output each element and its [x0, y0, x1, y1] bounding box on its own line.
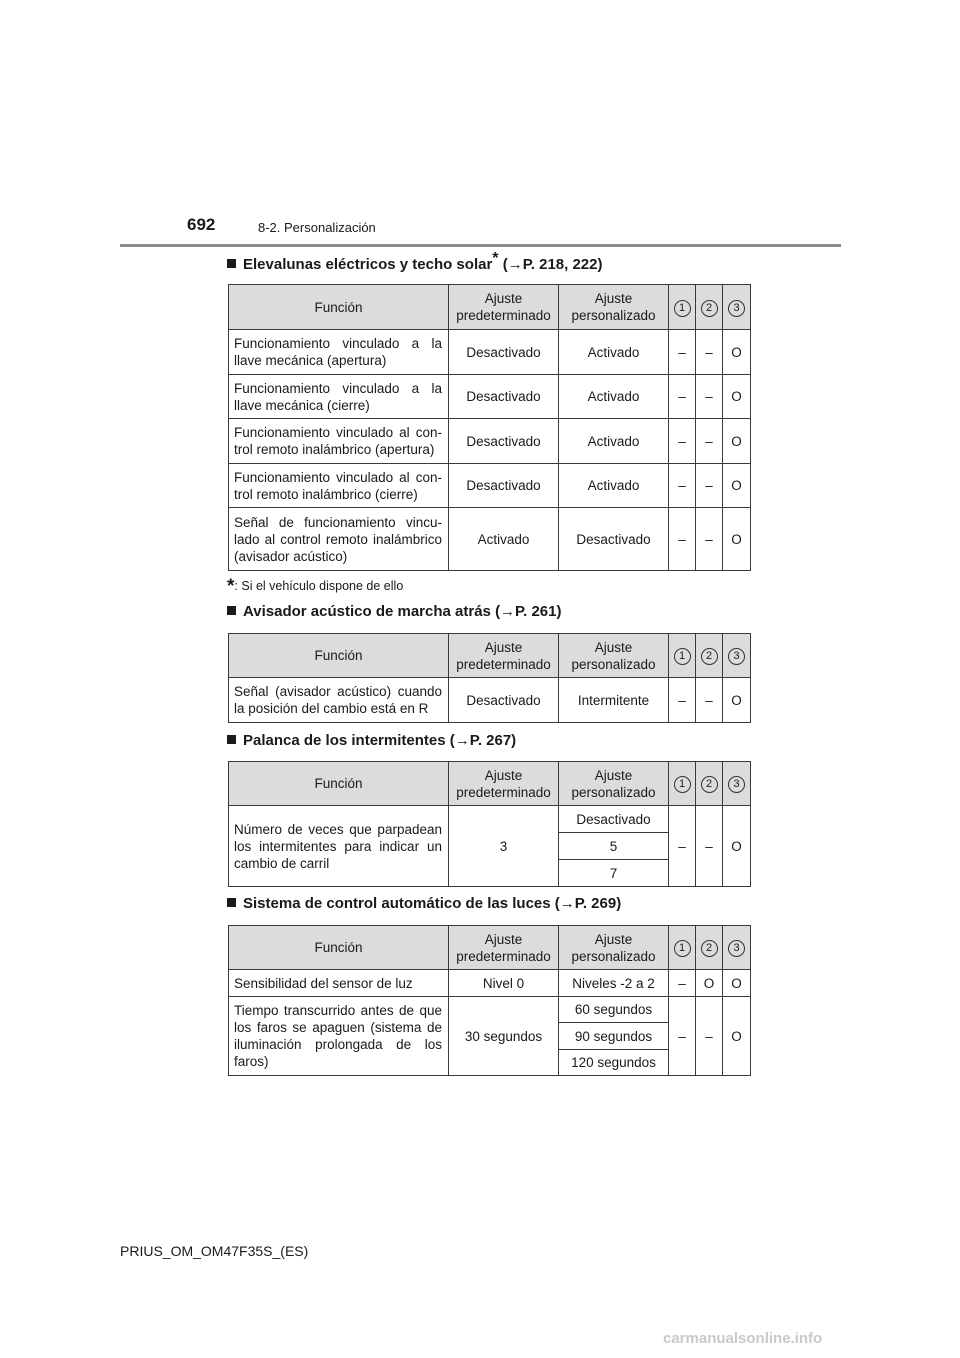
cell-c2: – — [696, 997, 723, 1076]
bullet-square-icon — [227, 735, 236, 744]
number-2-circle-icon: 2 — [701, 300, 718, 317]
turn-signal-table — [228, 761, 751, 887]
cell-function: Funcionamiento vinculado al con-trol remoto inalámbrico (apertura) — [229, 419, 449, 464]
cell-c1: – — [669, 806, 696, 887]
heading-text: Sistema de control automático de las luces — [243, 895, 551, 912]
section-heading-reverse-buzzer — [227, 603, 562, 620]
table-row — [229, 330, 751, 375]
asterisk-mark: * — [227, 576, 235, 597]
col-2 — [696, 762, 723, 806]
cell-function: Funcionamiento vinculado al con-trol remoto inalámbrico (cierre) — [229, 464, 449, 508]
cell-function: Número de veces que parpadean los intermitentes para indicar un cambio de carril — [229, 806, 449, 887]
number-3-circle-icon: 3 — [728, 776, 745, 793]
section-label: 8-2. Personalización — [258, 220, 376, 235]
col-function: Función — [229, 285, 449, 330]
cell-c2: – — [696, 375, 723, 419]
heading-reference: (→P. 269) — [554, 895, 622, 912]
heading-text: Elevalunas eléctricos y techo solar — [243, 256, 493, 273]
table-row — [229, 464, 751, 508]
cell-c2: – — [696, 806, 723, 887]
cell-c3: O — [723, 508, 751, 571]
heading-reference: (→P. 267) — [449, 732, 517, 749]
cell-c2: – — [696, 330, 723, 375]
col-1 — [669, 634, 696, 678]
cell-custom: Desactivado — [559, 806, 669, 833]
cell-c1: – — [669, 970, 696, 997]
col-2 — [696, 285, 723, 330]
col-1 — [669, 285, 696, 330]
cell-default: 3 — [449, 806, 559, 887]
col-custom: Ajuste personalizado — [559, 634, 669, 678]
cell-function: Funcionamiento vinculado a la llave mecánica (apertura) — [229, 330, 449, 375]
table-row — [229, 419, 751, 464]
section-heading-power-windows — [227, 250, 603, 273]
footnote-text: : Si el vehículo dispone de ello — [234, 579, 404, 593]
cell-custom: 90 segundos — [559, 1023, 669, 1050]
cell-c3: O — [723, 678, 751, 723]
table-row — [229, 970, 751, 997]
cell-c3: O — [723, 464, 751, 508]
cell-c2: O — [696, 970, 723, 997]
cell-c1: – — [669, 997, 696, 1076]
cell-c3: O — [723, 419, 751, 464]
cell-c1: – — [669, 508, 696, 571]
heading-text: Avisador acústico de marcha atrás — [243, 603, 491, 620]
table-row — [229, 806, 751, 833]
col-custom: Ajuste personalizado — [559, 926, 669, 970]
bullet-square-icon — [227, 606, 236, 615]
page-number: 692 — [187, 215, 216, 234]
watermark-link[interactable]: carmanualsonline.info — [663, 1330, 823, 1347]
cell-c3: O — [723, 375, 751, 419]
cell-function: Señal de funcionamiento vincu-lado al control remoto inalámbrico (avisador acústico) — [229, 508, 449, 571]
cell-default: Desactivado — [449, 464, 559, 508]
number-3-circle-icon: 3 — [728, 300, 745, 317]
cell-default: Desactivado — [449, 330, 559, 375]
col-1 — [669, 762, 696, 806]
number-2-circle-icon: 2 — [701, 648, 718, 665]
cell-custom: Activado — [559, 464, 669, 508]
cell-function: Sensibilidad del sensor de luz — [229, 970, 449, 997]
cell-c1: – — [669, 464, 696, 508]
table-row — [229, 508, 751, 571]
table-row — [229, 375, 751, 419]
cell-function: Funcionamiento vinculado a la llave mecánica (cierre) — [229, 375, 449, 419]
number-3-circle-icon: 3 — [728, 648, 745, 665]
cell-custom: Activado — [559, 330, 669, 375]
reverse-buzzer-table — [228, 633, 751, 723]
cell-custom: Activado — [559, 419, 669, 464]
cell-custom: Activado — [559, 375, 669, 419]
cell-function: Señal (avisador acústico) cuando la posición del cambio está en R — [229, 678, 449, 723]
cell-default: Activado — [449, 508, 559, 571]
cell-custom: 7 — [559, 860, 669, 887]
cell-c1: – — [669, 419, 696, 464]
col-default: Ajuste predeterminado — [449, 285, 559, 330]
table-header-row — [229, 285, 751, 330]
auto-light-table — [228, 925, 751, 1076]
header-rule — [120, 244, 841, 247]
cell-custom: Desactivado — [559, 508, 669, 571]
table-header-row — [229, 926, 751, 970]
document-code: PRIUS_OM_OM47F35S_(ES) — [120, 1243, 309, 1259]
cell-c1: – — [669, 330, 696, 375]
cell-c1: – — [669, 678, 696, 723]
number-1-circle-icon: 1 — [674, 648, 691, 665]
cell-c3: O — [723, 997, 751, 1076]
cell-custom: 60 segundos — [559, 997, 669, 1023]
cell-c3: O — [723, 330, 751, 375]
number-2-circle-icon: 2 — [701, 776, 718, 793]
power-windows-table — [228, 284, 751, 571]
cell-custom: 120 segundos — [559, 1050, 669, 1076]
cell-default: Desactivado — [449, 678, 559, 723]
footnote — [227, 576, 403, 598]
table-header-row — [229, 762, 751, 806]
col-default: Ajuste predeterminado — [449, 926, 559, 970]
heading-reference: (→P. 218, 222) — [502, 256, 603, 273]
number-1-circle-icon: 1 — [674, 300, 691, 317]
number-2-circle-icon: 2 — [701, 940, 718, 957]
cell-c2: – — [696, 508, 723, 571]
col-custom: Ajuste personalizado — [559, 762, 669, 806]
col-default: Ajuste predeterminado — [449, 634, 559, 678]
col-function: Función — [229, 926, 449, 970]
bullet-square-icon — [227, 898, 236, 907]
cell-custom: Niveles -2 a 2 — [559, 970, 669, 997]
col-2 — [696, 926, 723, 970]
cell-custom: 5 — [559, 833, 669, 860]
cell-c1: – — [669, 375, 696, 419]
cell-function: Tiempo transcurrido antes de que los faros se apaguen (sistema de iluminación prolongada de los faros) — [229, 997, 449, 1076]
col-3 — [723, 285, 751, 330]
col-3 — [723, 926, 751, 970]
number-1-circle-icon: 1 — [674, 776, 691, 793]
cell-default: Nivel 0 — [449, 970, 559, 997]
heading-reference: (→P. 261) — [495, 603, 562, 620]
col-3 — [723, 762, 751, 806]
table-header-row — [229, 634, 751, 678]
number-1-circle-icon: 1 — [674, 940, 691, 957]
asterisk-mark: * — [492, 250, 499, 267]
cell-custom: Intermitente — [559, 678, 669, 723]
col-function: Función — [229, 634, 449, 678]
cell-c2: – — [696, 678, 723, 723]
col-function: Función — [229, 762, 449, 806]
cell-c2: – — [696, 464, 723, 508]
col-default: Ajuste predeterminado — [449, 762, 559, 806]
table-row — [229, 678, 751, 723]
col-custom: Ajuste personalizado — [559, 285, 669, 330]
cell-c3: O — [723, 806, 751, 887]
table-row — [229, 997, 751, 1023]
col-1 — [669, 926, 696, 970]
section-heading-auto-light-control — [227, 895, 621, 912]
col-2 — [696, 634, 723, 678]
cell-c3: O — [723, 970, 751, 997]
number-3-circle-icon: 3 — [728, 940, 745, 957]
heading-text: Palanca de los intermitentes — [243, 732, 446, 749]
col-3 — [723, 634, 751, 678]
section-heading-turn-signal-lever — [227, 732, 516, 749]
cell-default: 30 segundos — [449, 997, 559, 1076]
cell-c2: – — [696, 419, 723, 464]
cell-default: Desactivado — [449, 375, 559, 419]
cell-default: Desactivado — [449, 419, 559, 464]
bullet-square-icon — [227, 259, 236, 268]
